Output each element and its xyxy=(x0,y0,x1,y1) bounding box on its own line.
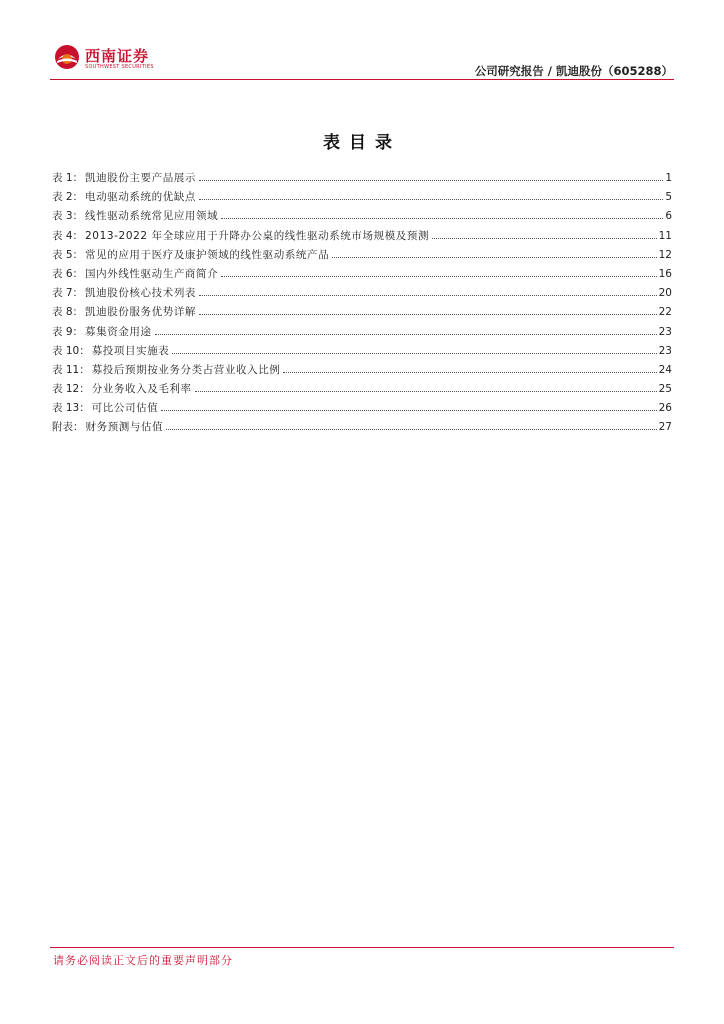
logo-text-cn: 西南证券 xyxy=(85,47,150,65)
toc-entry-label: 表 12 xyxy=(52,383,80,396)
toc-entry-title: 凯迪股份服务优势详解 xyxy=(85,306,197,319)
toc-entry-separator: ： xyxy=(72,287,84,300)
toc-entry[interactable] xyxy=(52,304,672,323)
toc-entry-page: 27 xyxy=(658,421,672,434)
toc-entry-title: 募集资金用途 xyxy=(85,325,152,338)
toc-entry-title: 募投后预期按业务分类占营业收入比例 xyxy=(91,363,281,376)
toc-entry-separator: ： xyxy=(79,363,90,376)
toc-leader-dots xyxy=(172,353,656,354)
toc-leader-dots xyxy=(199,314,657,315)
toc-entry-label: 表 2 xyxy=(52,191,73,204)
toc-entry[interactable] xyxy=(52,208,672,227)
toc-entry-page: 11 xyxy=(658,229,672,242)
toc-entry-title: 募投项目实施表 xyxy=(91,344,170,357)
toc-entry-page: 16 xyxy=(658,267,672,280)
toc-entry-separator: ： xyxy=(79,402,90,415)
toc-entry[interactable] xyxy=(52,324,672,343)
toc-entry-separator: ： xyxy=(72,210,84,223)
toc-entry-label: 表 7 xyxy=(52,287,73,300)
toc-entry-separator: ： xyxy=(73,421,84,434)
toc-leader-dots xyxy=(199,295,657,296)
toc-entry-page: 20 xyxy=(658,287,672,300)
toc-entry-title: 2013-2022 年全球应用于升降办公桌的线性驱动系统市场规模及预测 xyxy=(85,229,430,242)
toc-entry-separator: ： xyxy=(72,229,84,242)
toc-entry[interactable] xyxy=(52,285,672,304)
toc-leader-dots xyxy=(161,410,656,411)
toc-entry-label: 表 13 xyxy=(52,402,80,415)
toc-entry-page: 5 xyxy=(665,191,672,204)
company-logo xyxy=(54,44,174,74)
toc-entry-separator: ： xyxy=(72,325,84,338)
toc-entry-title: 凯迪股份核心技术列表 xyxy=(85,287,197,300)
logo-mark-icon xyxy=(54,44,80,70)
toc-entry-label: 表 6 xyxy=(52,267,73,280)
toc-entry[interactable] xyxy=(52,400,672,419)
toc-entry-title: 分业务收入及毛利率 xyxy=(91,383,192,396)
toc-leader-dots xyxy=(195,391,657,392)
toc-leader-dots xyxy=(221,218,663,219)
toc-entry-page: 12 xyxy=(658,248,672,261)
toc-entry-label: 附表 xyxy=(52,421,73,434)
toc-entry-page: 24 xyxy=(658,363,672,376)
toc-entry[interactable] xyxy=(52,362,672,381)
page-header xyxy=(0,0,724,82)
toc-entry-page: 23 xyxy=(658,344,672,357)
toc-entry-label: 表 1 xyxy=(52,172,73,184)
toc-entry-separator: ： xyxy=(72,267,84,280)
toc-leader-dots xyxy=(199,180,663,181)
toc-entry-title: 财务预测与估值 xyxy=(85,421,164,434)
toc-leader-dots xyxy=(221,276,656,277)
toc-entry-label: 表 8 xyxy=(52,306,73,319)
toc-entry[interactable] xyxy=(52,266,672,285)
toc-entry-page: 22 xyxy=(658,306,672,319)
toc-entry[interactable] xyxy=(52,343,672,362)
toc-entry-page: 6 xyxy=(665,210,672,223)
footer-disclaimer: 请务必阅读正文后的重要声明部分 xyxy=(53,954,233,967)
toc-leader-dots xyxy=(332,257,656,258)
toc-entry-title: 国内外线性驱动生产商简介 xyxy=(85,267,219,280)
toc-entry-title: 电动驱动系统的优缺点 xyxy=(85,191,197,204)
logo-text-en: SOUTHWEST SECURITIES xyxy=(85,64,154,70)
toc-entry-title: 线性驱动系统常见应用领域 xyxy=(85,210,219,223)
toc-entry-title: 常见的应用于医疗及康护领域的线性驱动系统产品 xyxy=(85,248,330,261)
toc-entry-label: 表 9 xyxy=(52,325,73,338)
toc-entry-page: 26 xyxy=(658,402,672,415)
toc-entry-page: 25 xyxy=(658,383,672,396)
toc-entry-separator: ： xyxy=(72,172,84,184)
toc-entry-label: 表 10 xyxy=(52,344,80,357)
toc-entry-page: 1 xyxy=(665,172,672,184)
page-title: 表目录 xyxy=(323,133,401,153)
footer-divider xyxy=(50,947,674,948)
toc-leader-dots xyxy=(155,334,657,335)
report-tag: 公司研究报告 / 凯迪股份（605288） xyxy=(474,64,673,78)
toc-entry[interactable] xyxy=(52,419,672,438)
table-of-contents xyxy=(52,170,672,439)
toc-entry-page: 23 xyxy=(658,325,672,338)
toc-entry-separator: ： xyxy=(79,383,90,396)
toc-leader-dots xyxy=(166,429,656,430)
toc-entry-title: 凯迪股份主要产品展示 xyxy=(85,172,197,184)
header-divider xyxy=(50,79,674,80)
toc-entry-label: 表 4 xyxy=(52,229,73,242)
toc-entry[interactable] xyxy=(52,170,672,189)
toc-entry-label: 表 3 xyxy=(52,210,73,223)
toc-entry-separator: ： xyxy=(72,248,84,261)
toc-entry-title: 可比公司估值 xyxy=(91,402,159,415)
toc-entry-label: 表 5 xyxy=(52,248,73,261)
toc-entry-separator: ： xyxy=(79,344,90,357)
toc-entry[interactable] xyxy=(52,247,672,266)
toc-leader-dots xyxy=(199,199,663,200)
toc-entry-separator: ： xyxy=(72,306,84,319)
toc-leader-dots xyxy=(432,238,657,239)
toc-entry[interactable] xyxy=(52,381,672,400)
toc-entry-separator: ： xyxy=(72,191,84,204)
toc-entry[interactable] xyxy=(52,189,672,208)
toc-entry[interactable] xyxy=(52,228,672,247)
toc-leader-dots xyxy=(283,372,656,373)
toc-entry-label: 表 11 xyxy=(52,363,80,376)
